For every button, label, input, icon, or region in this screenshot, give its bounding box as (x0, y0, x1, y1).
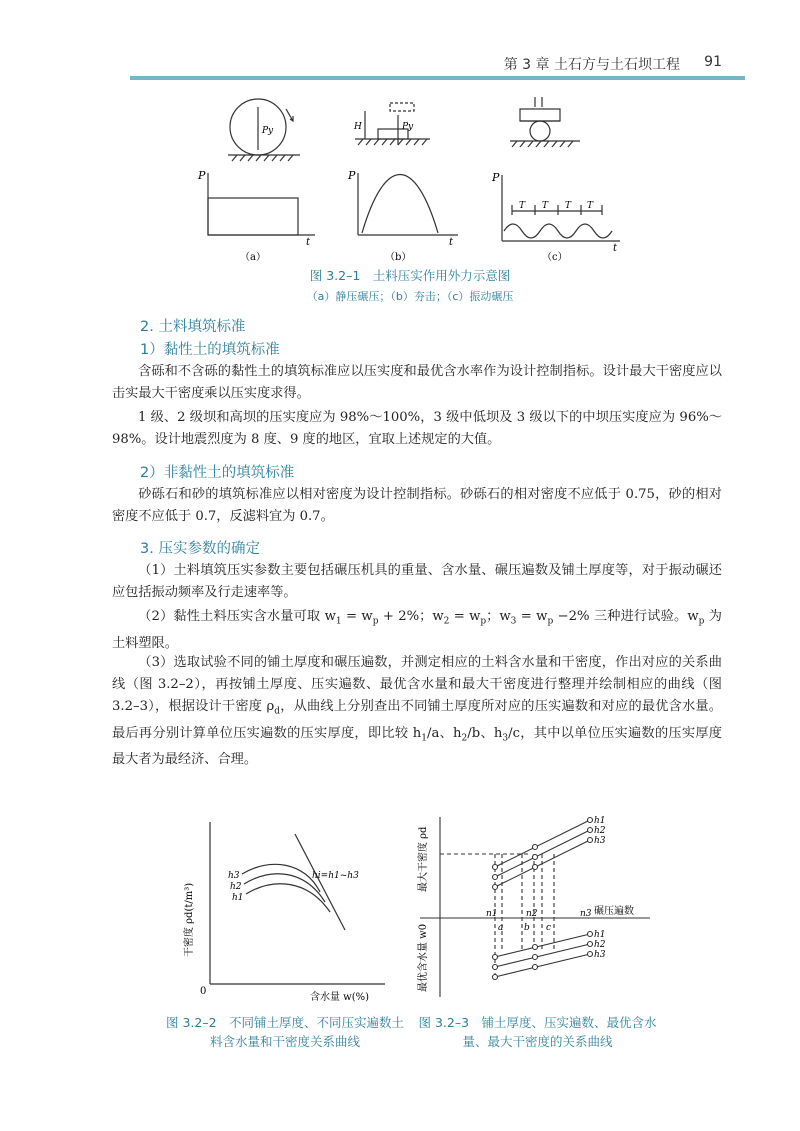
fig1-t-a: t (306, 237, 311, 248)
p5-part: = w (341, 609, 373, 624)
paragraph-1-text: 含砾和不含砾的黏性土的填筑标准应以压实度和最优含水率作为设计控制指标。设计最大干密度应以击实最大干密度乘以压实度求得。 (112, 364, 722, 401)
fig3-n3: n3 (580, 909, 592, 919)
sub: 3 (502, 733, 509, 744)
section-2-1-heading: 1）黏性土的填筑标准 (140, 342, 280, 358)
sub: p (698, 616, 705, 627)
sub: d (274, 706, 281, 717)
fig3-xlabel: 碾压遍数 (594, 906, 634, 917)
fig1-label-b: （b） (385, 252, 412, 263)
p5-part: = w (449, 609, 481, 624)
paragraph-5 (112, 606, 722, 655)
envelope-line (295, 834, 345, 930)
paragraph-4 (112, 560, 722, 604)
p6-part: /a、h (427, 725, 462, 741)
caption-title: 图 3.2–1 土料压实作用外力示意图 (309, 268, 511, 283)
ground-hatch-a (232, 155, 293, 161)
fig1-T-2: T (542, 201, 549, 211)
figure-3-2-3-caption: 图 3.2–3 铺土厚度、压实遍数、最优含水量、最大干密度的关系曲线 (418, 1015, 657, 1049)
fig1-t-c: t (613, 243, 618, 254)
fig3-h-top-1: h1 (594, 816, 606, 826)
figure-3-2-1-caption (150, 266, 670, 304)
fig2-ylabel: 干密度 ρd(t/m³) (184, 882, 195, 957)
p5-part: （2）黏性土料压实含水量可取 w (138, 609, 336, 624)
top-line-h1 (495, 820, 590, 867)
fig1-label-c: （c） (542, 252, 568, 263)
fig3-a: a (498, 923, 504, 933)
fig1-p-b: P (348, 169, 356, 182)
p5-part: 为土料塑限。 (112, 609, 722, 651)
impact-curve (362, 175, 438, 234)
paragraph-3 (112, 484, 722, 528)
sub: 3 (510, 616, 517, 627)
vibration-wave (504, 224, 612, 238)
fig1-py-b: Py (402, 122, 414, 132)
fig1-t-b: t (449, 237, 454, 248)
fig2-xlabel: 含水量 w(%) (310, 992, 370, 1003)
sub: 1 (335, 616, 342, 627)
paragraph-1 (112, 361, 722, 405)
fig3-h-bot-1: h1 (594, 930, 606, 940)
fig3-n2: n2 (526, 909, 538, 919)
sub: p (480, 616, 487, 627)
sub: 1 (421, 733, 427, 744)
fig2-curve-label-h2: h2 (230, 882, 242, 892)
static-load-rect (208, 198, 298, 235)
sub: 2 (443, 616, 450, 627)
figure-3-2-3 (410, 812, 660, 1012)
figure-3-2-2-caption: 图 3.2–2 不同铺土厚度、不同压实遍数土料含水量和干密度关系曲线 (165, 1015, 405, 1049)
bottom-line-h3 (495, 954, 590, 977)
ground-hatch-c (512, 141, 573, 147)
fig3-ylabel-bottom: 最优含水量 w0 (418, 923, 429, 992)
fig3-n1: n1 (486, 909, 498, 919)
p6-part: （3）选取试验不同的铺土厚度和碾压遍数，并测定相应的土料含水量和干密度，作出对应的关系曲线（图 3.2–2），再按铺土厚度、压实遍数、最优含水量和最大干密度进行整理并绘制相应的曲线（图 3.2–3），根据设计干密度 ρ (112, 655, 722, 714)
paragraph-3-text: 砂砾石和砂的填筑标准应以相对密度为设计控制指标。砂砾石的相对密度不应低于 0.75，砂的相对密度不应低于 0.7，反滤料宜为 0.7。 (112, 487, 722, 524)
ground-hatch-b (358, 139, 427, 145)
p6-part: /c，其中以单位压实遍数的压实厚度最大者为最经济、合理。 (112, 725, 722, 768)
fig1-p-a: P (198, 169, 206, 182)
figure-3-2-2 (160, 812, 405, 1012)
paragraph-6 (112, 652, 722, 771)
fig3-h-bot-3: h3 (594, 950, 606, 960)
fig2-origin: 0 (200, 986, 207, 997)
p6-part: ，从曲线上分别查出不同铺土厚度所对应的压实遍数和对应的最优含水量。最后再分别计算单位压实遍数的压实厚度，即比较 h (112, 699, 722, 741)
fig3-h-top-2: h2 (594, 826, 606, 836)
fig1-T-1: T (519, 201, 526, 211)
curve-h3 (242, 864, 320, 892)
p5-part: + 2%；w (378, 609, 444, 624)
fig3-b: b (524, 923, 530, 933)
p6-part: /b、h (467, 725, 503, 741)
page-number: 91 (704, 54, 722, 70)
section-3-heading: 3. 压实参数的确定 (140, 541, 260, 557)
fig3-h-bot-2: h2 (594, 940, 606, 950)
fig3-ylabel-top: 最大干密度 ρd (418, 826, 429, 892)
fig1-h: H (354, 122, 362, 132)
sub: p (547, 616, 554, 627)
figure-3-2-1 (190, 95, 640, 265)
fig1-T-3: T (565, 201, 572, 211)
fig2-curve-label-h3: h3 (228, 871, 240, 881)
fig1-py-a: Py (262, 126, 274, 136)
p5-part: −2% 三种进行试验。w (553, 609, 699, 624)
paragraph-2 (112, 407, 722, 451)
header-rule (130, 76, 745, 80)
fig3-h-top-3: h3 (594, 836, 606, 846)
caption-sub: （a）静压碾压；（b）夯击；（c）振动碾压 (306, 290, 514, 303)
section-2-heading: 2. 土料填筑标准 (140, 319, 246, 335)
paragraph-2-text: 1 级、2 级坝和高坝的压实度应为 98%～100%，3 级中低坝及 3 级以下的中坝压实度应为 96%～98%。设计地震烈度为 8 度、9 度的地区，宜取上述规定的大值。 (112, 410, 722, 447)
p5-part: ；w (486, 609, 511, 624)
fig1-label-a: （a） (240, 252, 266, 263)
sub: p (372, 616, 379, 627)
section-2-2-heading: 2）非黏性土的填筑标准 (140, 465, 295, 481)
page-header (0, 48, 800, 88)
chapter-title: 第 3 章 土石方与土石坝工程 (503, 57, 680, 73)
fig1-p-c: P (492, 171, 500, 184)
sub: 2 (461, 733, 468, 744)
fig1-T-4: T (587, 201, 594, 211)
paragraph-4-text: （1）土料填筑压实参数主要包括碾压机具的重量、含水量、碾压遍数及铺土厚度等，对于振动碾还应包括振动频率及行走速率等。 (112, 563, 722, 600)
p5-part: = w (516, 609, 548, 624)
fig2-line-label: hi=h1~h3 (312, 871, 359, 881)
fig3-c: c (546, 923, 552, 933)
fig2-curve-label-h1: h1 (232, 893, 244, 903)
